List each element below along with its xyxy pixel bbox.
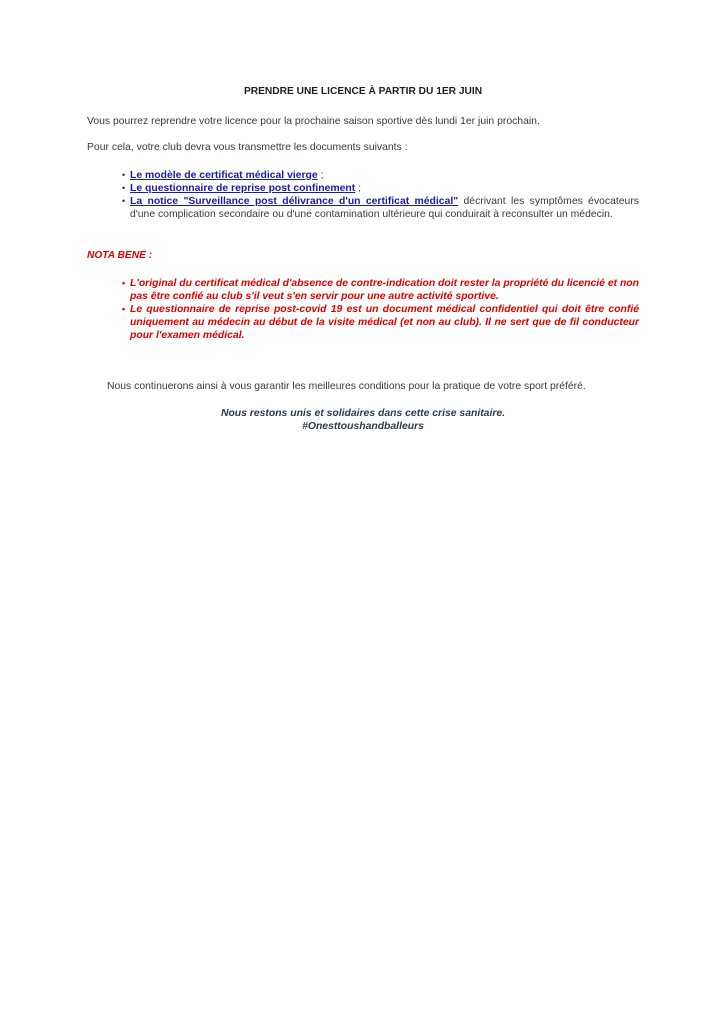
- list-item: [122, 169, 639, 182]
- bullet-icon: •: [122, 277, 126, 288]
- list-item-suffix: ;: [355, 182, 361, 194]
- list-item: [122, 195, 639, 221]
- page-title: PRENDRE UNE LICENCE À PARTIR DU 1ER JUIN: [243, 86, 483, 97]
- bullet-icon: •: [122, 169, 126, 180]
- list-item-suffix: décrivant les symptômes évocateurs d'une complication secondaire ou d'une contamination ultérieure qui conduirait à reconsulter un médecin.: [130, 196, 639, 221]
- bullet-icon: •: [122, 182, 126, 193]
- nota-bene-text: Le questionnaire de reprise post-covid 19 est un document médical confidentiel qui doit être confié uniquement au médecin au début de la visite médical (et non au club). Il ne sert que de fil conducteur pour l'examen médical.: [130, 304, 639, 342]
- list-item: [122, 182, 639, 195]
- nota-bene-heading: NOTA BENE :: [87, 250, 153, 262]
- link-certificat-medical-vierge[interactable]: Le modèle de certificat médical vierge: [130, 169, 318, 181]
- nota-bene-list: [87, 277, 639, 343]
- signoff: [87, 407, 639, 433]
- documents-intro: Pour cela, votre club devra vous transmettre les documents suivants :: [87, 142, 408, 154]
- nota-bene-text: L'original du certificat médical d'absence de contre-indication doit rester la propriété du licencié et non pas être confié au club s'il veut s'en servir pour une autre activité sportive.: [130, 277, 639, 302]
- document-body: [87, 85, 639, 433]
- closing-paragraph: Nous continuerons ainsi à vous garantir les meilleures conditions pour la pratique de votre sport préféré.: [107, 380, 586, 392]
- list-item-suffix: ;: [317, 169, 324, 181]
- bullet-icon: •: [122, 304, 126, 315]
- signoff-line: Nous restons unis et solidaires dans cette crise sanitaire.: [220, 407, 506, 419]
- list-item: [122, 277, 639, 303]
- link-questionnaire-reprise[interactable]: Le questionnaire de reprise post confinement: [130, 182, 356, 194]
- intro-paragraph: Vous pourrez reprendre votre licence pour la prochaine saison sportive dès lundi 1er juin prochain.: [87, 116, 540, 128]
- signoff-hashtag: #Onesttoushandballeurs: [302, 421, 424, 433]
- bullet-icon: •: [122, 196, 126, 207]
- documents-list: [87, 169, 639, 222]
- list-item: [122, 303, 639, 343]
- link-notice-surveillance[interactable]: La notice "Surveillance post délivrance d'un certificat médical": [130, 196, 459, 208]
